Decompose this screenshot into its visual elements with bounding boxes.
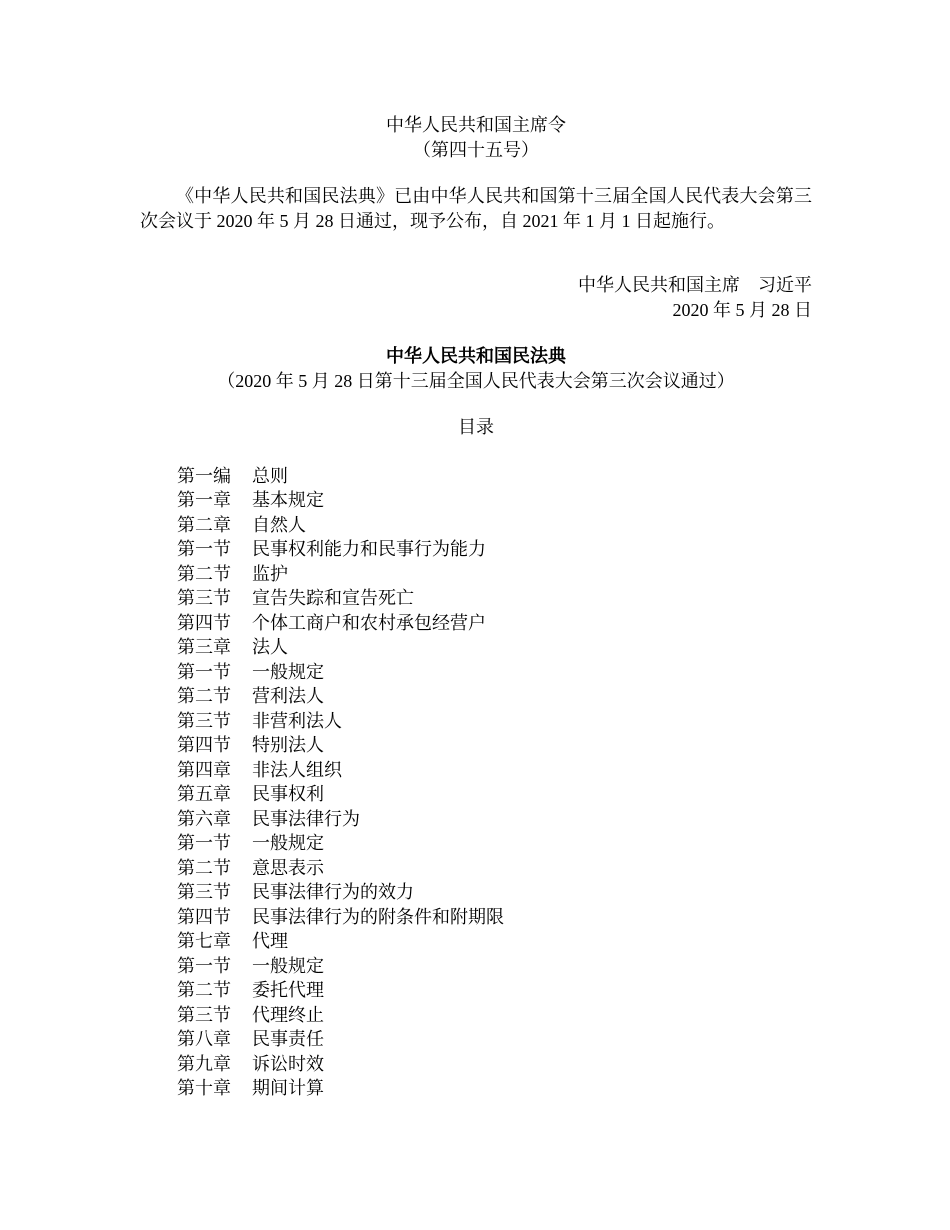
- toc-entry-label: 委托代理: [252, 980, 324, 1000]
- toc-entry-number: 第四节: [177, 612, 231, 633]
- toc-entry: [177, 733, 812, 758]
- toc-entry-number: 第二节: [177, 980, 231, 1000]
- signatory-line: [140, 273, 812, 298]
- decree-number: （第四十五号）: [413, 139, 539, 160]
- decree-title: 中华人民共和国主席令: [386, 115, 566, 135]
- signatory-name: 习近平: [758, 275, 812, 295]
- toc-entry: [177, 954, 812, 979]
- toc-entry: [177, 1027, 812, 1052]
- toc-entry: [177, 782, 812, 807]
- code-subtitle: （2020 年 5 月 28 日第十三届全国人民代表大会第三次会议通过）: [217, 370, 735, 391]
- toc-entry: [177, 537, 812, 562]
- toc-entry: [177, 905, 812, 930]
- toc-entry-label: 代理终止: [252, 1004, 324, 1025]
- toc-entry-label: 宣告失踪和宣告死亡: [252, 588, 414, 608]
- toc-entry-label: 非法人组织: [252, 759, 342, 780]
- toc-entry-label: 个体工商户和农村承包经营户: [252, 612, 486, 633]
- toc-entry-number: 第十章: [177, 1078, 231, 1098]
- toc-entry-number: 第三节: [177, 710, 231, 731]
- toc-entry: [177, 488, 812, 513]
- toc-entry-label: 民事权利能力和民事行为能力: [252, 539, 486, 559]
- toc-entry-number: 第一节: [177, 833, 231, 853]
- toc-entry: [177, 978, 812, 1003]
- toc-entry: [177, 758, 812, 783]
- toc-entry-number: 第九章: [177, 1053, 231, 1074]
- toc-entry-label: 营利法人: [252, 686, 324, 706]
- toc-entry-label: 诉讼时效: [252, 1053, 324, 1074]
- toc-entry-number: 第三节: [177, 882, 231, 902]
- toc-entry-number: 第一编: [177, 465, 231, 486]
- toc-entry-number: 第二章: [177, 514, 231, 535]
- toc-entry-number: 第八章: [177, 1029, 231, 1049]
- toc-entry: [177, 807, 812, 832]
- toc-entry-label: 民事法律行为的附条件和附期限: [252, 906, 504, 927]
- toc-title: 目录: [458, 417, 494, 437]
- decree-body: 《中华人民共和国民法典》已由中华人民共和国第十三届全国人民代表大会第三次会议于 2020 年 5 月 28 日通过，现予公布，自 2021 年 1 月 1 日起施行。: [140, 186, 812, 231]
- toc-entry: [177, 929, 812, 954]
- toc-entry-number: 第二节: [177, 857, 231, 878]
- toc-entry-number: 第四章: [177, 759, 231, 780]
- toc-entry-number: 第一节: [177, 955, 231, 976]
- toc-entry-label: 民事权利: [252, 784, 324, 804]
- toc-entry-label: 意思表示: [252, 857, 324, 878]
- toc-entry-number: 第二节: [177, 686, 231, 706]
- toc-entry-label: 一般规定: [252, 955, 324, 976]
- toc-entry: [177, 660, 812, 685]
- toc-entry-number: 第三章: [177, 637, 231, 657]
- toc-entry-number: 第一章: [177, 490, 231, 510]
- table-of-contents: [177, 464, 812, 1101]
- signatory-title: 中华人民共和国主席: [578, 275, 740, 295]
- toc-entry: [177, 1003, 812, 1028]
- toc-entry: [177, 831, 812, 856]
- toc-entry-number: 第一节: [177, 539, 231, 559]
- toc-entry-label: 一般规定: [252, 833, 324, 853]
- toc-entry: [177, 464, 812, 489]
- toc-entry-number: 第三节: [177, 1004, 231, 1025]
- toc-entry-label: 期间计算: [252, 1078, 324, 1098]
- toc-entry: [177, 513, 812, 538]
- toc-entry-label: 一般规定: [252, 661, 324, 682]
- toc-entry: [177, 684, 812, 709]
- toc-entry-label: 自然人: [252, 514, 306, 535]
- toc-entry-number: 第三节: [177, 588, 231, 608]
- toc-entry-number: 第四节: [177, 735, 231, 755]
- toc-entry: [177, 1052, 812, 1077]
- code-title: 中华人民共和国民法典: [386, 346, 566, 366]
- toc-entry-label: 民事责任: [252, 1029, 324, 1049]
- toc-entry-number: 第一节: [177, 661, 231, 682]
- toc-entry-number: 第四节: [177, 906, 231, 927]
- toc-entry-label: 代理: [252, 931, 288, 951]
- toc-entry-number: 第五章: [177, 784, 231, 804]
- toc-entry-number: 第七章: [177, 931, 231, 951]
- toc-entry: [177, 611, 812, 636]
- toc-entry-label: 非营利法人: [252, 710, 342, 731]
- toc-entry-label: 总则: [252, 465, 288, 486]
- toc-entry-number: 第六章: [177, 808, 231, 829]
- toc-entry-label: 监护: [252, 563, 288, 584]
- decree-date: 2020 年 5 月 28 日: [672, 299, 812, 320]
- toc-entry-label: 法人: [252, 637, 288, 657]
- toc-entry: [177, 586, 812, 611]
- toc-entry: [177, 562, 812, 587]
- toc-entry: [177, 856, 812, 881]
- toc-entry-label: 基本规定: [252, 490, 324, 510]
- toc-entry-number: 第二节: [177, 563, 231, 584]
- toc-entry: [177, 1076, 812, 1101]
- document-page: [140, 113, 812, 1101]
- toc-entry-label: 民事法律行为: [252, 808, 360, 829]
- toc-entry: [177, 635, 812, 660]
- toc-entry-label: 民事法律行为的效力: [252, 882, 414, 902]
- toc-entry-label: 特别法人: [252, 735, 324, 755]
- toc-entry: [177, 709, 812, 734]
- signature-block: [140, 273, 812, 322]
- toc-entry: [177, 880, 812, 905]
